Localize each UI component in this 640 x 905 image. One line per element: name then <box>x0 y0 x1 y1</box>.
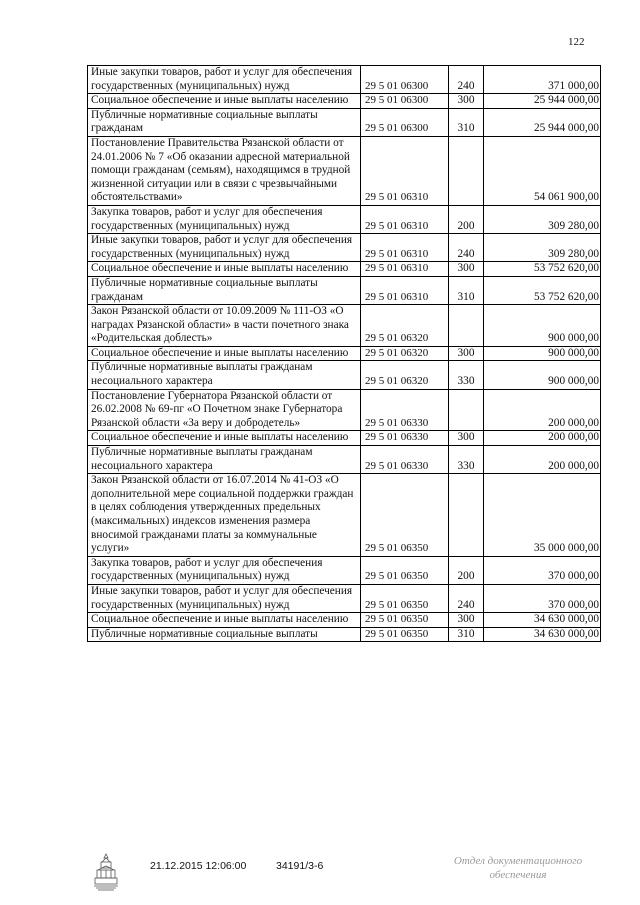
row-amount: 34 630 000,00 <box>484 627 601 642</box>
row-name: Публичные нормативные социальные выплаты гражданам <box>88 276 361 304</box>
row-type: 240 <box>449 234 484 262</box>
row-type: 200 <box>449 205 484 233</box>
row-type: 300 <box>449 431 484 446</box>
row-type: 300 <box>449 346 484 361</box>
row-type: 240 <box>449 66 484 94</box>
row-amount: 370 000,00 <box>484 584 601 612</box>
row-name: Социальное обеспечение и иные выплаты населению <box>88 346 361 361</box>
footer-datetime: 21.12.2015 12:06:00 <box>150 860 247 872</box>
row-code: 29 5 01 06310 <box>361 276 449 304</box>
table-row <box>88 305 601 347</box>
budget-table <box>87 65 601 642</box>
building-stamp-icon <box>92 852 120 892</box>
row-amount: 35 000 000,00 <box>484 474 601 557</box>
row-type <box>449 389 484 431</box>
table-row <box>88 276 601 304</box>
table-row <box>88 474 601 557</box>
row-amount: 53 752 620,00 <box>484 262 601 277</box>
row-name: Иные закупки товаров, работ и услуг для обеспечения государственных (муниципальных) нужд <box>88 234 361 262</box>
table-row <box>88 66 601 94</box>
row-name: Социальное обеспечение и иные выплаты населению <box>88 431 361 446</box>
row-type: 310 <box>449 108 484 136</box>
row-type <box>449 305 484 347</box>
row-code: 29 5 01 06310 <box>361 136 449 205</box>
row-code: 29 5 01 06320 <box>361 361 449 389</box>
table-row <box>88 446 601 474</box>
row-code: 29 5 01 06350 <box>361 627 449 642</box>
table-row <box>88 94 601 109</box>
row-type: 300 <box>449 262 484 277</box>
table-row <box>88 346 601 361</box>
row-name: Постановление Губернатора Рязанской области от 26.02.2008 № 69-пг «О Почетном знаке Губернатора Рязанской области «За веру и добродетель» <box>88 389 361 431</box>
row-name: Публичные нормативные социальные выплаты <box>88 627 361 642</box>
row-amount: 200 000,00 <box>484 389 601 431</box>
row-amount: 25 944 000,00 <box>484 94 601 109</box>
table-row <box>88 361 601 389</box>
row-name: Социальное обеспечение и иные выплаты населению <box>88 262 361 277</box>
row-type: 240 <box>449 584 484 612</box>
row-name: Публичные нормативные выплаты гражданам несоциального характера <box>88 446 361 474</box>
row-amount: 25 944 000,00 <box>484 108 601 136</box>
row-name: Публичные нормативные выплаты гражданам несоциального характера <box>88 361 361 389</box>
row-type: 200 <box>449 556 484 584</box>
table-row <box>88 556 601 584</box>
row-type: 300 <box>449 94 484 109</box>
page-number: 122 <box>568 36 585 48</box>
table-row <box>88 389 601 431</box>
table-row <box>88 613 601 628</box>
row-type: 310 <box>449 627 484 642</box>
table-row <box>88 584 601 612</box>
row-amount: 309 280,00 <box>484 205 601 233</box>
row-code: 29 5 01 06350 <box>361 474 449 557</box>
row-code: 29 5 01 06320 <box>361 346 449 361</box>
row-amount: 900 000,00 <box>484 346 601 361</box>
row-name: Закупка товаров, работ и услуг для обеспечения государственных (муниципальных) нужд <box>88 556 361 584</box>
row-type: 330 <box>449 446 484 474</box>
row-code: 29 5 01 06310 <box>361 205 449 233</box>
row-code: 29 5 01 06310 <box>361 262 449 277</box>
row-code: 29 5 01 06300 <box>361 108 449 136</box>
row-type: 300 <box>449 613 484 628</box>
table-row <box>88 205 601 233</box>
row-code: 29 5 01 06320 <box>361 305 449 347</box>
table-row <box>88 627 601 642</box>
row-code: 29 5 01 06300 <box>361 66 449 94</box>
table-row <box>88 431 601 446</box>
row-code: 29 5 01 06330 <box>361 446 449 474</box>
row-name: Постановление Правительства Рязанской области от 24.01.2006 № 7 «Об оказании адресной материальной помощи гражданам (семьям), находящимся в трудной жизненной ситуации или в связи с чрезвычайными обстоятельствами» <box>88 136 361 205</box>
row-amount: 34 630 000,00 <box>484 613 601 628</box>
row-type: 310 <box>449 276 484 304</box>
row-code: 29 5 01 06330 <box>361 431 449 446</box>
row-name: Закон Рязанской области от 16.07.2014 № 41-ОЗ «О дополнительной мере социальной поддержки граждан в целях соблюдения утвержденных предельных (максимальных) индексов изменения размера вносимой гражданами платы за коммунальные услуги» <box>88 474 361 557</box>
row-amount: 200 000,00 <box>484 446 601 474</box>
row-name: Иные закупки товаров, работ и услуг для обеспечения государственных (муниципальных) нужд <box>88 66 361 94</box>
row-code: 29 5 01 06300 <box>361 94 449 109</box>
row-amount: 53 752 620,00 <box>484 276 601 304</box>
row-amount: 370 000,00 <box>484 556 601 584</box>
row-name: Социальное обеспечение и иные выплаты населению <box>88 613 361 628</box>
row-amount: 900 000,00 <box>484 361 601 389</box>
table-row <box>88 136 601 205</box>
row-code: 29 5 01 06310 <box>361 234 449 262</box>
row-code: 29 5 01 06350 <box>361 613 449 628</box>
table-row <box>88 108 601 136</box>
row-name: Публичные нормативные социальные выплаты гражданам <box>88 108 361 136</box>
row-amount: 900 000,00 <box>484 305 601 347</box>
page-footer <box>0 852 640 897</box>
row-type <box>449 474 484 557</box>
row-code: 29 5 01 06350 <box>361 584 449 612</box>
row-name: Закон Рязанской области от 10.09.2009 № 111-ОЗ «О наградах Рязанской области» в части почетного знака «Родительская доблесть» <box>88 305 361 347</box>
row-amount: 309 280,00 <box>484 234 601 262</box>
table-row <box>88 262 601 277</box>
row-name: Социальное обеспечение и иные выплаты населению <box>88 94 361 109</box>
row-amount: 54 061 900,00 <box>484 136 601 205</box>
row-code: 29 5 01 06350 <box>361 556 449 584</box>
row-amount: 200 000,00 <box>484 431 601 446</box>
table-row <box>88 234 601 262</box>
row-type <box>449 136 484 205</box>
row-amount: 371 000,00 <box>484 66 601 94</box>
row-code: 29 5 01 06330 <box>361 389 449 431</box>
row-name: Иные закупки товаров, работ и услуг для обеспечения государственных (муниципальных) нужд <box>88 584 361 612</box>
row-type: 330 <box>449 361 484 389</box>
row-name: Закупка товаров, работ и услуг для обеспечения государственных (муниципальных) нужд <box>88 205 361 233</box>
footer-document-number: 34191/3-6 <box>276 860 324 872</box>
footer-department: Отдел документационного обеспечения <box>453 855 583 881</box>
